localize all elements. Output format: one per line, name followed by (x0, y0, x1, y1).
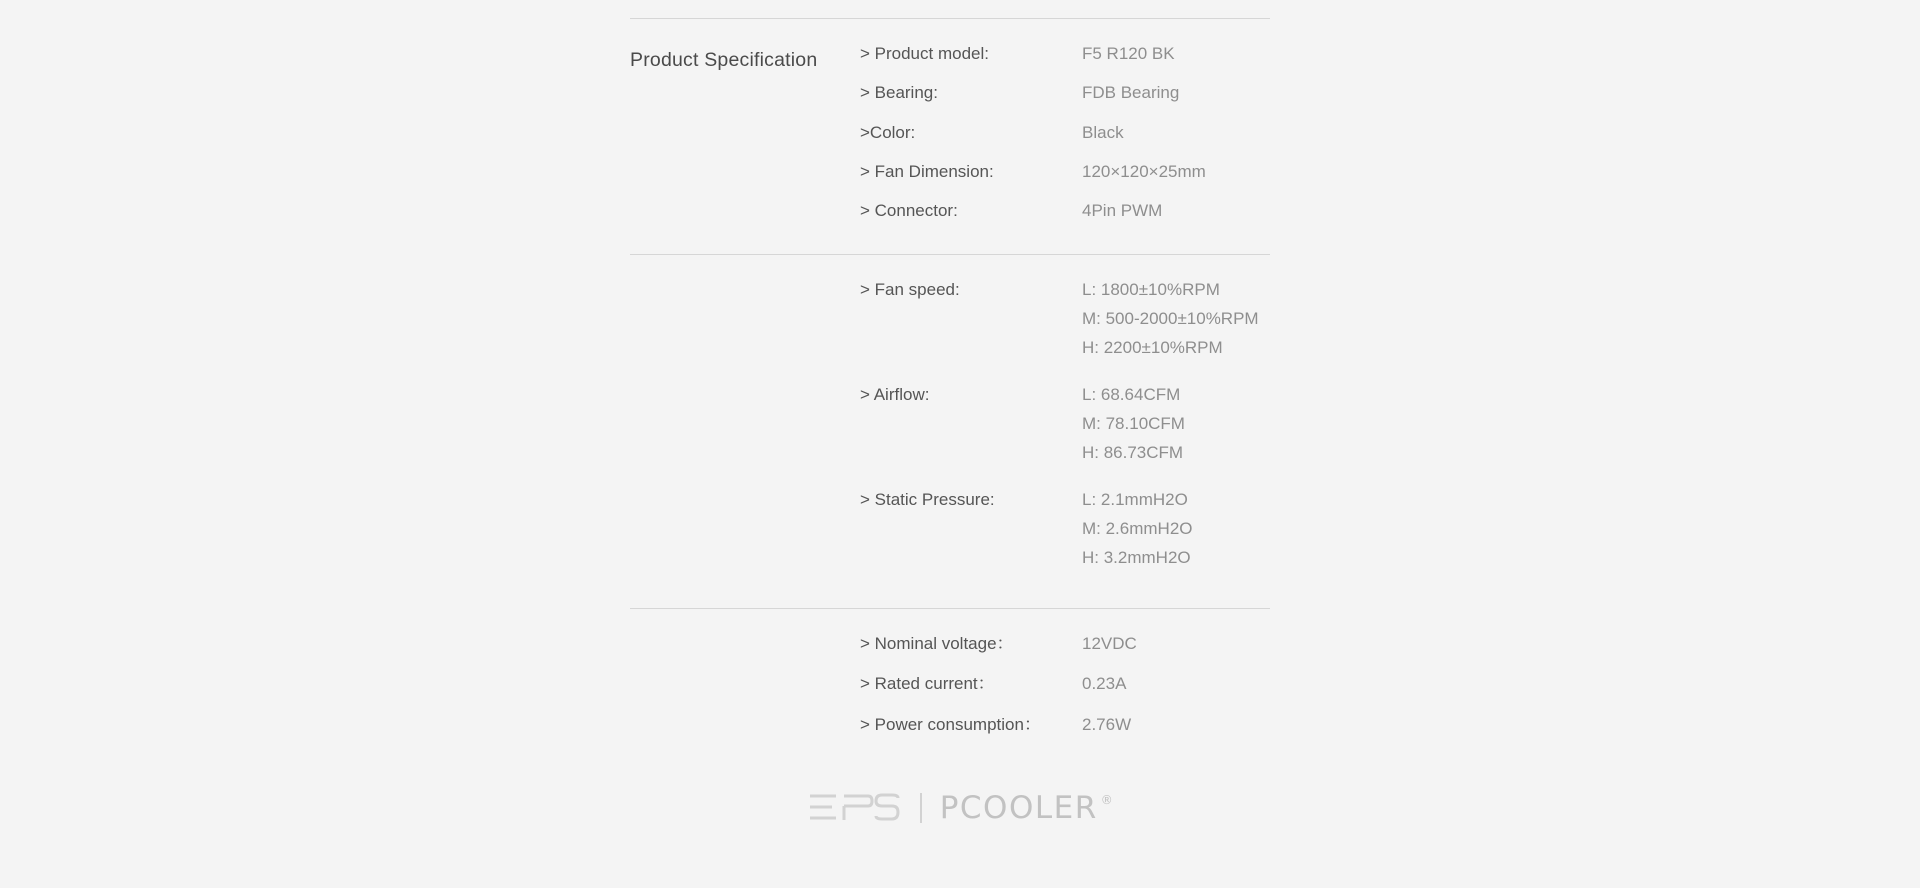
spec-row-key: > Nominal voltage： (860, 633, 1014, 653)
registered-trademark-icon: ® (1100, 793, 1115, 807)
spec-row (860, 382, 1270, 470)
spec-row-value (1082, 712, 1131, 738)
spec-row (860, 712, 1270, 738)
spec-row (860, 671, 1270, 697)
spec-row (860, 80, 1270, 106)
spec-value-line: L: 68.64CFM (1082, 384, 1181, 404)
spec-value-line: H: 86.73CFM (1082, 443, 1184, 463)
spec-value-line: 120×120×25mm (1082, 162, 1206, 182)
spec-row (860, 120, 1270, 146)
footer-logos (0, 790, 1920, 826)
spec-value-line: 12VDC (1082, 633, 1137, 653)
spec-value-line: M: 2.6mmH2O (1082, 519, 1193, 539)
spec-rows-electrical (860, 609, 1270, 768)
spec-row (860, 198, 1270, 224)
spec-row-key: > Static Pressure: (860, 489, 995, 509)
spec-row-key: > Power consumption： (860, 714, 1041, 734)
spec-row-key: > Product model: (860, 44, 989, 63)
specification-table (630, 18, 1270, 774)
spec-value-line: FDB Bearing (1082, 83, 1180, 103)
spec-title-column (630, 19, 860, 254)
spec-section-performance (630, 255, 1270, 608)
spec-value-line: 0.23A (1082, 674, 1127, 694)
spec-row-value (1082, 487, 1193, 575)
spec-row-key: > Rated current： (860, 674, 995, 694)
spec-row-value (1082, 159, 1206, 185)
spec-row-value (1082, 80, 1179, 106)
spec-row-value (1082, 277, 1259, 365)
spec-row (860, 159, 1270, 185)
spec-row-value (1082, 120, 1124, 146)
spec-row-value (1082, 631, 1137, 657)
eps-logo-icon (806, 790, 902, 826)
spec-row-key: > Bearing: (860, 83, 938, 103)
spec-row-key: > Fan Dimension: (860, 162, 994, 182)
spec-value-line: F5 R120 BK (1082, 44, 1175, 63)
spec-label-column-performance (630, 255, 860, 608)
pcooler-logo (940, 790, 1115, 826)
spec-value-line: 4Pin PWM (1082, 201, 1163, 221)
spec-value-line: M: 78.10CFM (1082, 414, 1185, 434)
spec-section-electrical (630, 609, 1270, 774)
spec-row-key: > Connector: (860, 201, 958, 221)
spec-rows-performance (860, 255, 1270, 608)
spec-section-basic (630, 19, 1270, 254)
spec-value-line: 2.76W (1082, 714, 1132, 734)
spec-rows-basic (860, 19, 1270, 254)
spec-value-line: M: 500-2000±10%RPM (1082, 309, 1259, 329)
spec-row-key: > Fan speed: (860, 279, 960, 299)
spec-value-line: H: 3.2mmH2O (1082, 548, 1191, 568)
spec-row-value (1082, 198, 1162, 224)
spec-row-key: > Airflow: (860, 384, 930, 404)
spec-label-column-electrical (630, 609, 860, 768)
pcooler-wordmark: PCOOLER (939, 790, 1098, 826)
spec-row (860, 41, 1270, 67)
spec-row-value (1082, 41, 1175, 67)
spec-row (860, 487, 1270, 575)
spec-row-value (1082, 382, 1185, 470)
spec-value-line: L: 2.1mmH2O (1082, 489, 1188, 509)
spec-row-value (1082, 671, 1126, 697)
spec-value-line: H: 2200±10%RPM (1082, 338, 1223, 358)
spec-value-line: Black (1082, 122, 1124, 142)
spec-row-key: >Color: (860, 122, 916, 142)
logo-divider (920, 793, 922, 823)
spec-value-line: L: 1800±10%RPM (1082, 279, 1220, 299)
spec-row (860, 277, 1270, 365)
spec-row (860, 631, 1270, 657)
page-title: Product Specification (630, 49, 818, 71)
